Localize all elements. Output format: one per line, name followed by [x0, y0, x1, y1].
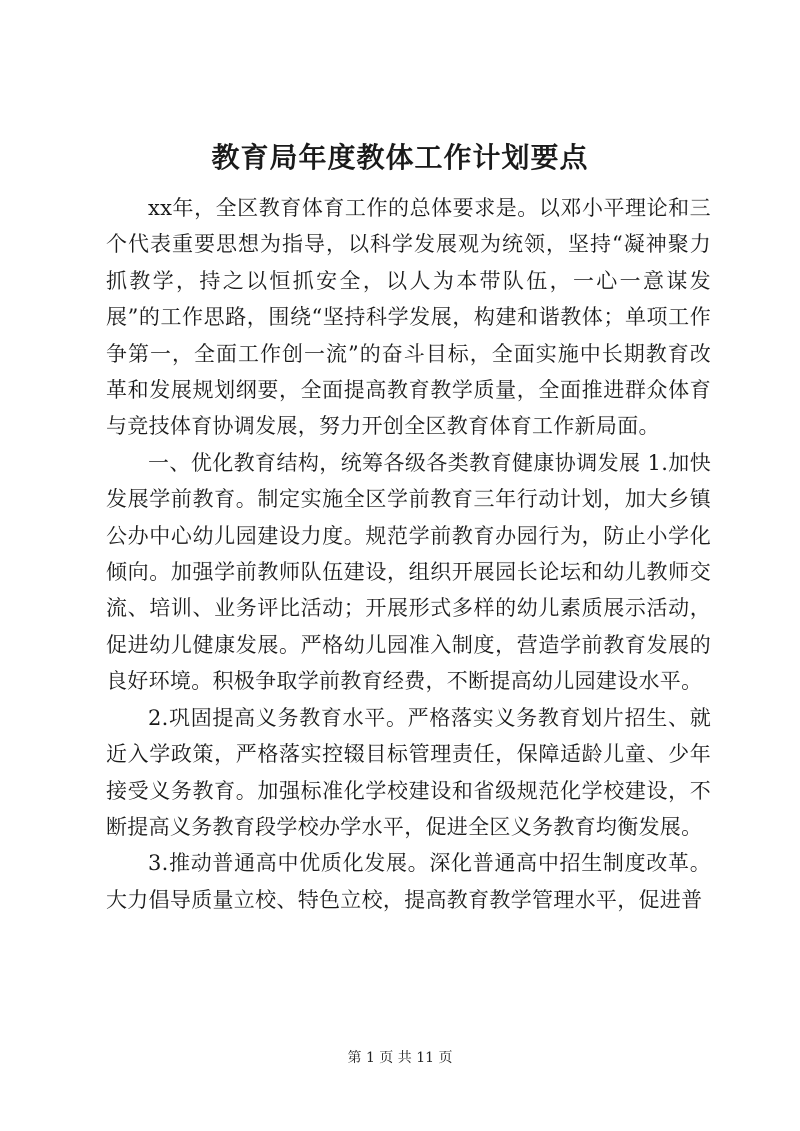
document-title: 教育局年度教体工作计划要点: [211, 141, 589, 174]
paragraph-section-2: 2.巩固提高义务教育水平。严格落实义务教育划片招生、就近入学政策，严格落实控辍目标管理责任，保障适龄儿童、少年接受义务教育。加强标准化学校建设和省级规范化学校建设，不断提高义务教育段学校办学水平，促进全区义务教育均衡发展。: [106, 705, 711, 839]
paragraph-section-3: 3.推动普通高中优质化发展。深化普通高中招生制度改革。大力倡导质量立校、特色立校，提高教育教学管理水平，促进普: [106, 851, 711, 912]
paragraph-intro: xx年，全区教育体育工作的总体要求是。以邓小平理论和三个代表重要思想为指导，以科学发展观为统领，坚持“凝神聚力抓教学，持之以恒抓安全，以人为本带队伍，一心一意谋发展”的工作思路，围绕“坚持科学发展，构建和谐教体；单项工作争第一，全面工作创一流”的奋斗目标，全面实施中长期教育改革和发展规划纲要，全面提高教育教学质量，全面推进群众体育与竞技体育协调发展，努力开创全区教育体育工作新局面。: [106, 196, 711, 439]
document-body: [106, 190, 711, 918]
page-number-footer: 第 1 页 共 11 页: [347, 1050, 453, 1066]
paragraph-section-1: 一、优化教育结构，统筹各级各类教育健康协调发展 1.加快发展学前教育。制定实施全区学前教育三年行动计划，加大乡镇公办中心幼儿园建设力度。规范学前教育办园行为，防止小学化倾向。加强学前教师队伍建设，组织开展园长论坛和幼儿教师交流、培训、业务评比活动；开展形式多样的幼儿素质展示活动，促进幼儿健康发展。严格幼儿园准入制度，营造学前教育发展的良好环境。积极争取学前教育经费，不断提高幼儿园建设水平。: [106, 450, 711, 694]
